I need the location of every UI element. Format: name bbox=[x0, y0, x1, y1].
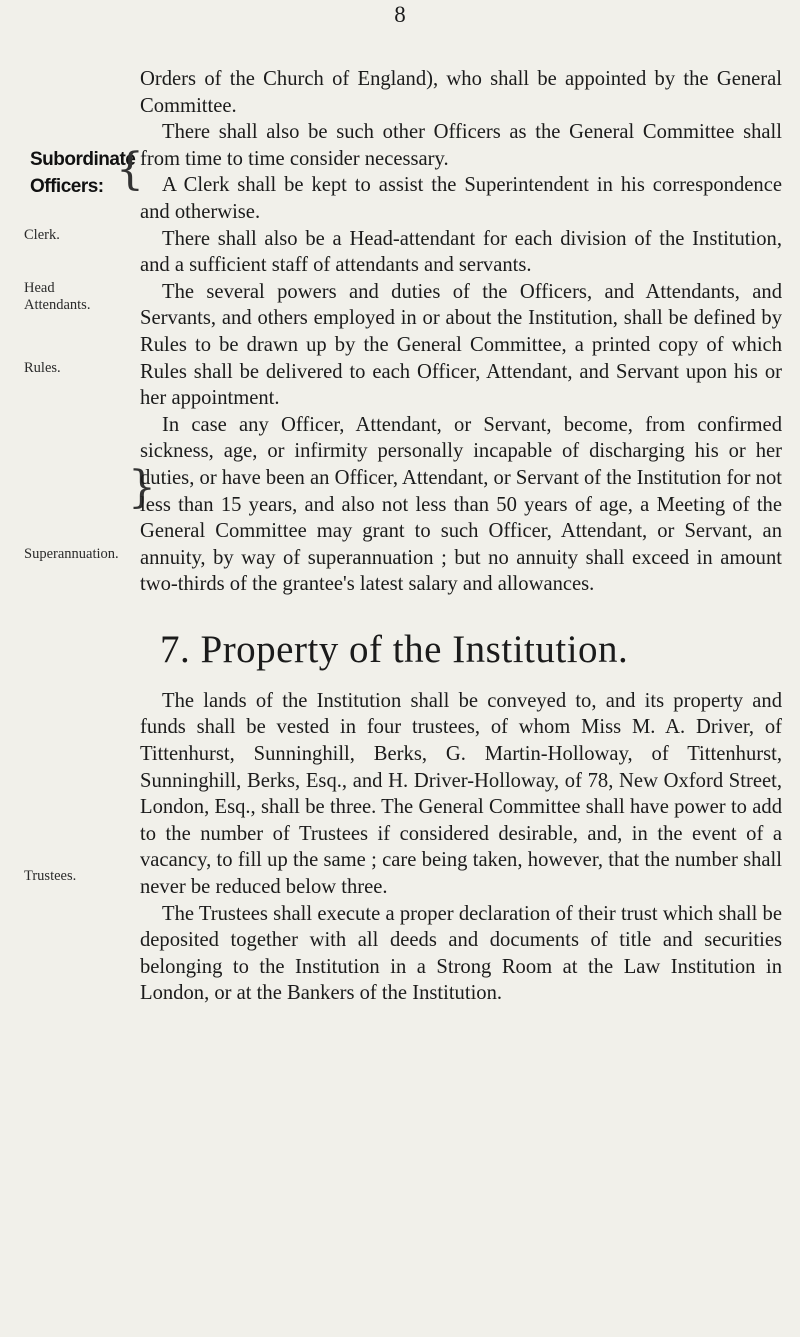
brace-mark: { bbox=[116, 144, 144, 195]
paragraph: A Clerk shall be kept to assist the Superintendent in his correspondence and otherwise. bbox=[140, 174, 782, 223]
paragraph: In case any Officer, Attendant, or Servant, become, from confirmed sickness, age, or infirmity personally incapable of discharging his or her duties, or have been an Officer, Attendant, or Servant of the Institution for not less than 15 years, and also not less than 50 years of age, a Meeting of the General Committee may grant to such Officer, Attendant, or Servant, an annuity, by way of superannuation ; but no annuity shall exceed in amount two-thirds of the grantee's latest salary and allowances. bbox=[140, 413, 782, 596]
sidenote-head-attendants: Head Attendants. bbox=[24, 280, 91, 313]
section-heading: 7. Property of the Institution. bbox=[160, 627, 629, 671]
paragraph: Orders of the Church of England), who shall be appointed by the General Committee. bbox=[140, 68, 782, 117]
main-text bbox=[140, 66, 782, 1007]
paragraph: There shall also be such other Officers as the General Committee shall from time to time consider necessary. bbox=[140, 121, 782, 170]
brace-mark: } bbox=[128, 462, 156, 513]
paragraph: The lands of the Institution shall be conveyed to, and its property and funds shall be vested in four trustees, of whom Miss M. A. Driver, of Tittenhurst, Sunninghill, Berks, G. Martin-Holloway, of Tittenhurst, Sunninghill, Berks, Esq., and H. Driver-Holloway, of 78, New Oxford Street, London, Esq., shall be three. The General Committee shall have power to add to the number of Trustees if considered desirable, and, in the event of a vacancy, to fill up the same ; care being taken, however, that the number shall never be reduced below three. bbox=[140, 689, 782, 899]
sidenote-trustees: Trustees. bbox=[24, 868, 77, 884]
sidenote-subordinate-officers: Subordinate Officers: bbox=[30, 149, 136, 197]
paragraph: The Trustees shall execute a proper declaration of their trust which shall be deposited together with all deeds and documents of title and securities belonging to the Institution in a Strong Room at the Law Institution in London, or at the Bankers of the Institution. bbox=[140, 902, 782, 1005]
sidenote-superannuation: Superannuation. bbox=[24, 546, 119, 562]
sidenote-clerk: Clerk. bbox=[24, 227, 60, 243]
paragraph: The several powers and duties of the Officers, and Attendants, and Servants, and others employed in or about the Institution, shall be defined by Rules to be drawn up by the General Committee, a printed copy of which Rules shall be delivered to each Officer, Attendant, and Servant upon his or her appointment. bbox=[140, 280, 782, 410]
sidenote-rules: Rules. bbox=[24, 360, 61, 376]
paragraph: There shall also be a Head-attendant for each division of the Institution, and a sufficient staff of attendants and servants. bbox=[140, 227, 782, 277]
page-number: 8 bbox=[394, 2, 406, 27]
